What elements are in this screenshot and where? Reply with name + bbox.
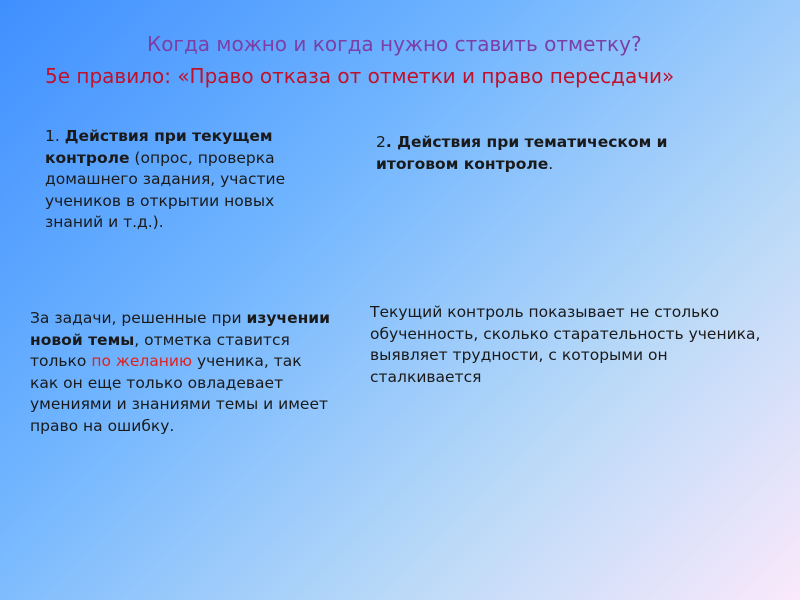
left-body-part1: За задачи, решенные при <box>30 309 247 327</box>
left-body-part3: ученика, так как он еще только овладевает умениями и знаниями темы и имеет право на ошибку. <box>30 352 329 435</box>
left-heading-number: 1. <box>45 127 60 145</box>
left-body-part2: , отметка ставится только <box>30 330 290 370</box>
right-body-block: Текущий контроль показывает не столько обученность, сколько старательность ученика, выявляет трудности, с которыми он сталкивается <box>370 303 761 386</box>
right-heading-rest: . <box>548 154 554 173</box>
right-heading-bold: . Действия при тематическом и итоговом контроле <box>376 133 668 173</box>
left-body-block <box>30 308 330 437</box>
left-body-bold: изучении новой темы <box>30 309 331 349</box>
right-heading-block <box>376 132 746 175</box>
left-heading-block <box>45 126 335 234</box>
slide-subtitle: 5е правило: «Право отказа от отметки и право пересдачи» <box>45 64 675 88</box>
slide-title: Когда можно и когда нужно ставить отметку? <box>147 32 642 56</box>
left-heading-bold: Действия при текущем контроле <box>45 127 273 167</box>
right-heading-number: 2 <box>376 133 386 151</box>
left-heading-rest: (опрос, проверка домашнего задания, участие учеников в открытии новых знаний и т.д.). <box>45 148 286 231</box>
left-body-highlight: по желанию <box>91 352 193 370</box>
